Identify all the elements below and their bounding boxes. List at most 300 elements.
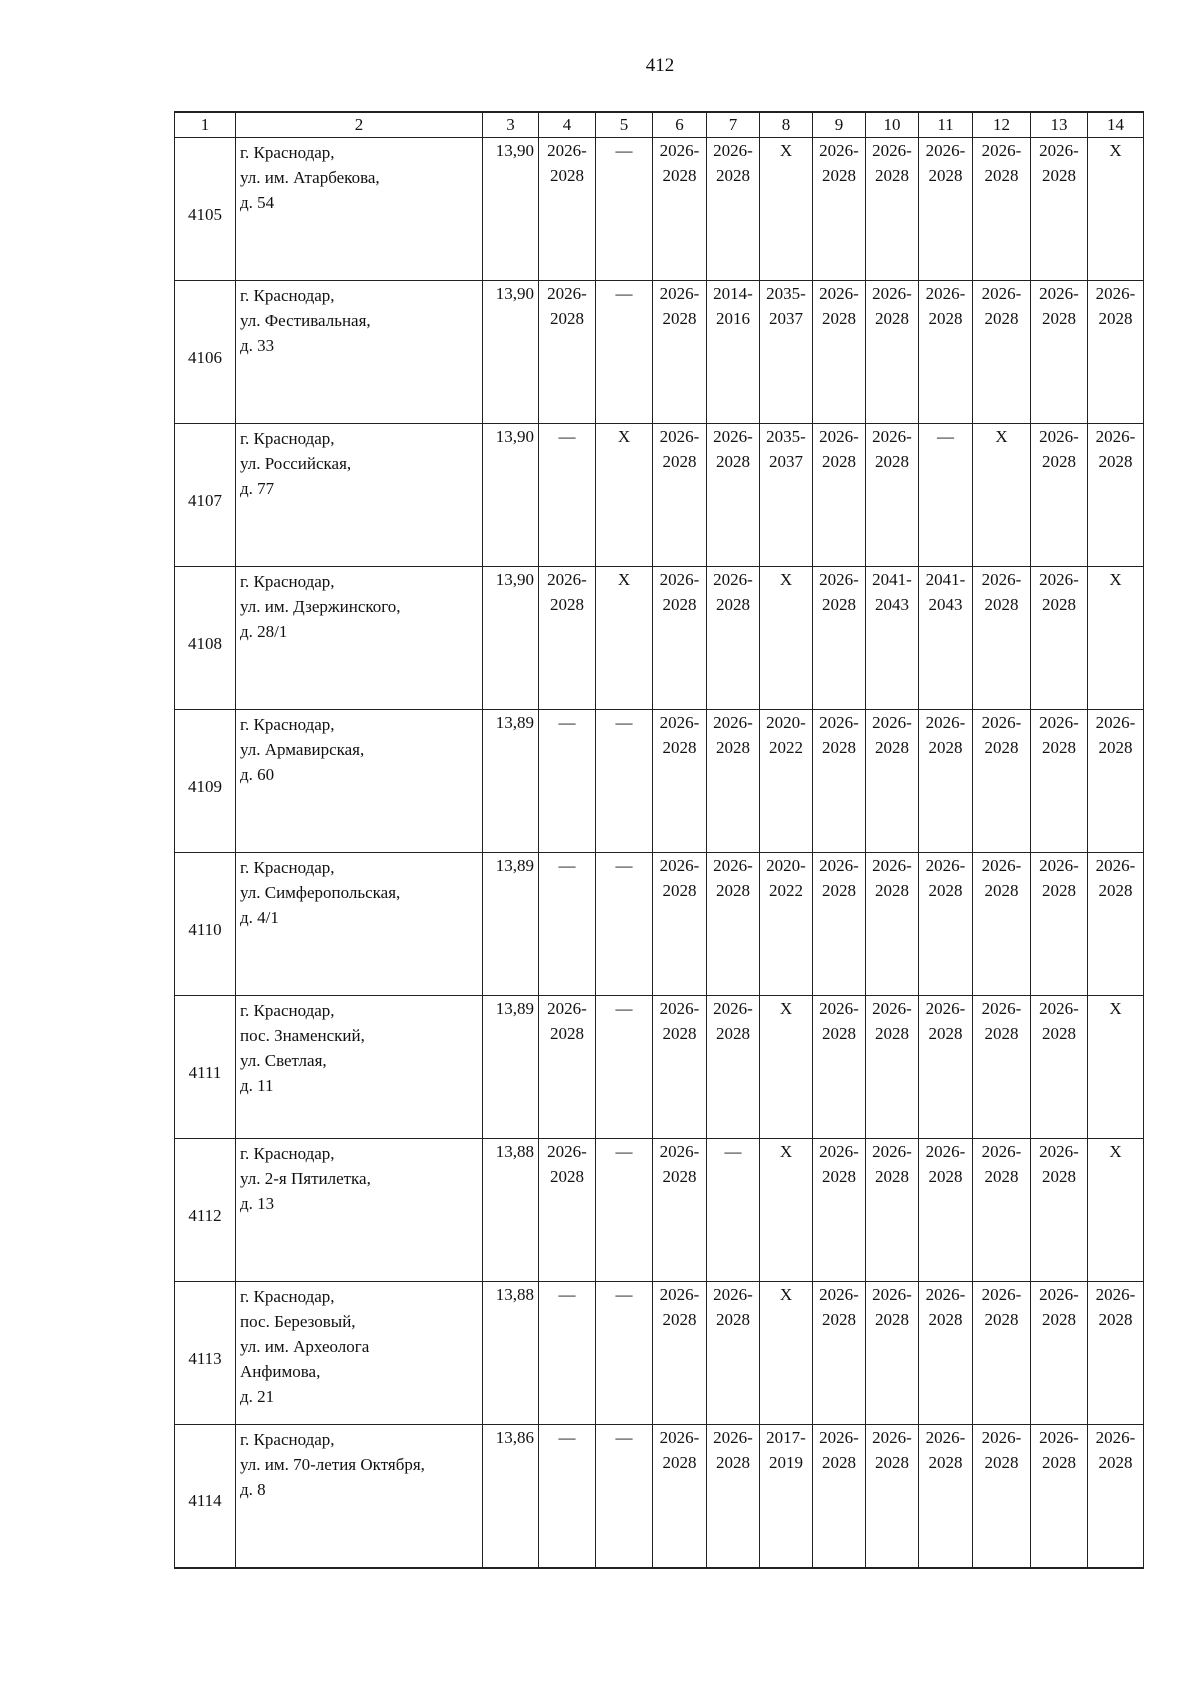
period-text: 2028 (875, 738, 909, 757)
period-text: 2026- (1039, 1142, 1079, 1161)
period-text: 2028 (1042, 881, 1076, 900)
period-cell (919, 424, 973, 567)
period-text: 2043 (875, 595, 909, 614)
period-text: 2028 (662, 1310, 697, 1329)
period-text: 2026- (872, 856, 912, 875)
period-text: 2026- (713, 427, 753, 446)
period-cell (866, 567, 919, 710)
period-text: 2028 (875, 1310, 909, 1329)
row-number: 4114 (175, 1425, 236, 1568)
period-text: X (1109, 1142, 1122, 1161)
address-cell (236, 281, 483, 424)
period-text: 2026- (713, 999, 753, 1018)
period-text: 2028 (928, 1310, 963, 1329)
period-text: 2026- (659, 1428, 700, 1447)
period-cell (539, 281, 596, 424)
period-text: X (617, 570, 631, 589)
period-cell (1031, 1282, 1088, 1425)
period-text: — (937, 427, 954, 446)
period-text: — (558, 427, 576, 446)
column-header: 5 (596, 112, 653, 138)
table-row (175, 138, 1144, 281)
rate-cell: 13,88 (483, 1139, 539, 1282)
period-text: 2026- (925, 713, 966, 732)
rate-cell: 13,90 (483, 567, 539, 710)
period-text: 2026- (819, 141, 859, 160)
period-cell (653, 567, 707, 710)
address-line: пос. Знаменский, (240, 1026, 365, 1045)
table-row (175, 853, 1144, 996)
period-text: 2026- (547, 284, 587, 303)
table-row (175, 710, 1144, 853)
period-text: 2028 (1098, 452, 1133, 471)
period-text: 2026- (819, 713, 859, 732)
period-text: 2026- (659, 1142, 700, 1161)
period-cell (1031, 1425, 1088, 1568)
period-text: 2028 (875, 166, 909, 185)
period-text: 2020- (766, 713, 806, 732)
address-cell (236, 1282, 483, 1425)
period-cell (1031, 853, 1088, 996)
period-text: 2022 (769, 738, 803, 757)
period-cell (653, 281, 707, 424)
period-cell (539, 996, 596, 1139)
period-text: 2028 (550, 1024, 584, 1043)
column-header: 3 (483, 112, 539, 138)
table-row (175, 1282, 1144, 1425)
period-cell (707, 1425, 760, 1568)
period-cell (707, 1139, 760, 1282)
period-cell (919, 710, 973, 853)
address-line: д. 54 (240, 193, 275, 212)
period-cell (866, 138, 919, 281)
column-header: 11 (919, 112, 973, 138)
period-text: 2028 (822, 1310, 856, 1329)
period-text: — (558, 1428, 576, 1447)
address-cell (236, 710, 483, 853)
row-number: 4110 (175, 853, 236, 996)
period-cell (1031, 138, 1088, 281)
rate-cell: 13,88 (483, 1282, 539, 1425)
period-text: X (1109, 570, 1122, 589)
period-text: 2028 (550, 166, 584, 185)
period-text: 2028 (822, 595, 856, 614)
rate-cell: 13,90 (483, 281, 539, 424)
address-line: ул. 2-я Пятилетка, (240, 1169, 371, 1188)
period-text: 2028 (1042, 1453, 1076, 1472)
period-text: 2026- (819, 427, 859, 446)
column-header: 2 (236, 112, 483, 138)
period-cell (760, 1282, 813, 1425)
period-text: 2028 (928, 1453, 963, 1472)
period-text: 2026- (925, 1285, 966, 1304)
column-header: 4 (539, 112, 596, 138)
period-cell (813, 1425, 866, 1568)
period-text: 2037 (769, 452, 803, 471)
address-cell (236, 1139, 483, 1282)
period-text: 2028 (875, 1167, 909, 1186)
period-text: 2028 (662, 595, 697, 614)
period-text: 2026- (981, 856, 1022, 875)
period-cell (596, 567, 653, 710)
period-text: 2026- (1095, 713, 1136, 732)
period-text: 2028 (662, 881, 697, 900)
period-text: 2028 (928, 166, 963, 185)
period-cell (760, 138, 813, 281)
period-text: 2028 (716, 1310, 750, 1329)
period-text: 2028 (984, 1024, 1019, 1043)
column-header: 7 (707, 112, 760, 138)
period-text: 2028 (822, 1167, 856, 1186)
period-cell (653, 1139, 707, 1282)
period-cell (866, 281, 919, 424)
period-text: 2026- (981, 570, 1022, 589)
period-text: 2028 (928, 309, 963, 328)
period-text: 2026- (1039, 141, 1079, 160)
period-cell (653, 710, 707, 853)
address-cell (236, 853, 483, 996)
period-cell (760, 424, 813, 567)
period-text: 2037 (769, 309, 803, 328)
period-text: 2026- (981, 999, 1022, 1018)
period-cell (973, 996, 1031, 1139)
period-text: 2028 (1042, 738, 1076, 757)
period-text: 2026- (713, 570, 753, 589)
period-text: X (1109, 141, 1122, 160)
rate-cell: 13,90 (483, 138, 539, 281)
address-cell (236, 138, 483, 281)
period-text: 2028 (875, 1453, 909, 1472)
column-header: 9 (813, 112, 866, 138)
period-cell (707, 710, 760, 853)
period-text: 2028 (1098, 309, 1133, 328)
row-number: 4105 (175, 138, 236, 281)
address-line: д. 21 (240, 1387, 275, 1406)
period-text: 2026- (659, 999, 700, 1018)
period-cell (919, 1282, 973, 1425)
period-text: 2022 (769, 881, 803, 900)
period-cell (1031, 1139, 1088, 1282)
period-text: 2026- (659, 141, 700, 160)
column-header: 10 (866, 112, 919, 138)
period-cell (866, 1282, 919, 1425)
address-line: ул. Армавирская, (240, 740, 365, 759)
address-line: ул. Российская, (240, 454, 352, 473)
period-cell (1031, 710, 1088, 853)
period-text: 2026- (713, 713, 753, 732)
period-text: 2026- (659, 284, 700, 303)
address-line: пос. Березовый, (240, 1312, 356, 1331)
address-line: ул. им. 70-летия Октября, (240, 1455, 425, 1474)
period-text: 2026- (819, 1428, 859, 1447)
table-body (175, 138, 1144, 1568)
period-text: X (779, 141, 793, 160)
period-cell (919, 1425, 973, 1568)
period-text: 2028 (822, 1453, 856, 1472)
period-text: 2028 (928, 1024, 963, 1043)
period-cell (596, 1282, 653, 1425)
period-cell (760, 1139, 813, 1282)
row-number: 4111 (175, 996, 236, 1139)
row-number: 4109 (175, 710, 236, 853)
address-cell (236, 996, 483, 1139)
period-text: 2026- (872, 141, 912, 160)
period-cell (1088, 710, 1144, 853)
period-text: 2028 (984, 1453, 1019, 1472)
period-cell (653, 996, 707, 1139)
period-text: — (558, 856, 576, 875)
period-text: 2014- (713, 284, 753, 303)
period-text: 2017- (766, 1428, 806, 1447)
period-cell (866, 1425, 919, 1568)
period-cell (707, 853, 760, 996)
period-cell (973, 1282, 1031, 1425)
period-text: — (615, 141, 633, 160)
period-cell (973, 567, 1031, 710)
period-text: 2026- (981, 284, 1022, 303)
address-line: г. Краснодар, (240, 858, 335, 877)
period-text: 2028 (1042, 452, 1076, 471)
period-text: 2026- (713, 1285, 753, 1304)
page-number: 412 (645, 55, 675, 76)
column-header: 1 (175, 112, 236, 138)
period-text: 2026- (1095, 427, 1136, 446)
period-text: — (615, 1285, 633, 1304)
period-text: 2026- (1095, 1428, 1136, 1447)
period-text: 2028 (662, 1167, 697, 1186)
period-cell (539, 1425, 596, 1568)
period-cell (1088, 853, 1144, 996)
address-line: ул. им. Археолога (240, 1337, 370, 1356)
period-cell (596, 424, 653, 567)
period-text: 2026- (872, 1285, 912, 1304)
period-text: X (779, 1285, 793, 1304)
address-line: ул. Фестивальная, (240, 311, 371, 330)
column-header: 8 (760, 112, 813, 138)
period-text: 2026- (547, 141, 587, 160)
period-text: 2028 (984, 738, 1019, 757)
address-line: г. Краснодар, (240, 1287, 335, 1306)
period-cell (596, 1139, 653, 1282)
period-text: 2043 (928, 595, 963, 614)
period-cell (539, 1139, 596, 1282)
period-text: 2026- (1095, 856, 1136, 875)
period-text: 2026- (659, 1285, 700, 1304)
period-cell (866, 996, 919, 1139)
address-line: Анфимова, (240, 1362, 321, 1381)
period-text: 2026- (872, 427, 912, 446)
period-text: 2028 (984, 595, 1019, 614)
period-text: 2026- (819, 856, 859, 875)
period-cell (707, 424, 760, 567)
address-line: г. Краснодар, (240, 572, 335, 591)
period-text: 2028 (822, 738, 856, 757)
row-number: 4106 (175, 281, 236, 424)
period-text: — (558, 713, 576, 732)
period-cell (596, 281, 653, 424)
period-text: X (617, 427, 631, 446)
period-text: 2026- (1039, 713, 1079, 732)
period-text: 2026- (547, 999, 587, 1018)
period-text: 2028 (984, 881, 1019, 900)
period-cell (707, 138, 760, 281)
period-cell (813, 138, 866, 281)
period-cell (919, 1139, 973, 1282)
period-cell (760, 1425, 813, 1568)
period-text: 2028 (662, 166, 697, 185)
period-text: 2028 (716, 1024, 750, 1043)
table-row (175, 424, 1144, 567)
period-cell (653, 1425, 707, 1568)
period-cell (973, 1425, 1031, 1568)
address-line: г. Краснодар, (240, 286, 335, 305)
address-cell (236, 567, 483, 710)
period-text: 2026- (981, 1428, 1022, 1447)
period-cell (1088, 1139, 1144, 1282)
period-text: 2028 (984, 166, 1019, 185)
address-line: д. 77 (240, 479, 275, 498)
period-cell (973, 281, 1031, 424)
period-cell (813, 1282, 866, 1425)
period-cell (539, 424, 596, 567)
row-number: 4107 (175, 424, 236, 567)
period-text: 2026- (925, 1428, 966, 1447)
address-line: г. Краснодар, (240, 143, 335, 162)
registry-table (174, 111, 1144, 1569)
period-text: 2028 (662, 738, 697, 757)
period-cell (1088, 567, 1144, 710)
period-text: 2028 (716, 452, 750, 471)
period-text: 2028 (662, 1453, 697, 1472)
period-text: 2026- (659, 856, 700, 875)
period-cell (866, 853, 919, 996)
period-text: — (724, 1142, 742, 1161)
period-text: 2026- (819, 999, 859, 1018)
address-line: д. 28/1 (240, 622, 288, 641)
period-cell (760, 996, 813, 1139)
period-text: 2028 (875, 881, 909, 900)
period-text: 2041- (872, 570, 912, 589)
address-line: д. 4/1 (240, 908, 279, 927)
period-text: 2026- (1039, 570, 1079, 589)
period-cell (919, 281, 973, 424)
row-number: 4112 (175, 1139, 236, 1282)
period-cell (653, 424, 707, 567)
period-text: X (779, 570, 793, 589)
column-header: 6 (653, 112, 707, 138)
period-text: 2028 (716, 595, 750, 614)
period-cell (539, 138, 596, 281)
period-text: 2028 (928, 1167, 963, 1186)
period-text: 2026- (713, 1428, 753, 1447)
address-cell (236, 424, 483, 567)
period-cell (653, 1282, 707, 1425)
period-text: 2026- (1039, 1428, 1079, 1447)
period-cell (919, 138, 973, 281)
period-text: 2028 (1042, 309, 1076, 328)
period-cell (760, 710, 813, 853)
period-cell (539, 853, 596, 996)
period-text: 2026- (713, 856, 753, 875)
period-cell (973, 424, 1031, 567)
period-text: — (615, 856, 633, 875)
period-cell (653, 853, 707, 996)
period-text: 2026- (1095, 284, 1136, 303)
period-text: 2026- (1039, 856, 1079, 875)
period-text: 2026- (819, 1285, 859, 1304)
address-line: г. Краснодар, (240, 1430, 335, 1449)
period-text: 2026- (547, 1142, 587, 1161)
period-cell (919, 567, 973, 710)
period-cell (866, 1139, 919, 1282)
rate-cell: 13,86 (483, 1425, 539, 1568)
period-text: 2028 (875, 1024, 909, 1043)
period-cell (596, 1425, 653, 1568)
period-text: X (1109, 999, 1122, 1018)
column-header: 13 (1031, 112, 1088, 138)
period-text: 2028 (662, 452, 697, 471)
period-cell (813, 853, 866, 996)
period-cell (813, 996, 866, 1139)
period-text: 2028 (984, 1310, 1019, 1329)
address-line: д. 60 (240, 765, 275, 784)
address-line: г. Краснодар, (240, 1144, 335, 1163)
period-text: 2026- (981, 141, 1022, 160)
period-text: 2026- (819, 570, 859, 589)
period-text: — (615, 284, 633, 303)
period-text: 2026- (872, 999, 912, 1018)
period-cell (707, 1282, 760, 1425)
address-line: ул. им. Атарбекова, (240, 168, 380, 187)
period-text: 2026- (925, 999, 966, 1018)
period-text: 2026- (659, 570, 700, 589)
period-cell (813, 710, 866, 853)
period-text: 2026- (659, 713, 700, 732)
period-cell (813, 281, 866, 424)
period-text: 2028 (822, 166, 856, 185)
period-text: 2028 (1042, 1310, 1076, 1329)
period-text: 2026- (1039, 1285, 1079, 1304)
period-cell (707, 567, 760, 710)
period-cell (760, 281, 813, 424)
period-text: 2028 (822, 309, 856, 328)
period-text: 2026- (872, 1428, 912, 1447)
period-text: 2026- (872, 1142, 912, 1161)
period-text: 2028 (662, 1024, 697, 1043)
period-cell (973, 853, 1031, 996)
address-line: д. 13 (240, 1194, 275, 1213)
period-text: X (779, 1142, 793, 1161)
period-text: 2028 (716, 1453, 750, 1472)
table-row (175, 1139, 1144, 1282)
address-line: г. Краснодар, (240, 715, 335, 734)
period-text: 2026- (981, 1285, 1022, 1304)
period-text: 2035- (766, 427, 806, 446)
column-header: 14 (1088, 112, 1144, 138)
period-text: 2028 (716, 738, 750, 757)
period-text: 2026- (872, 713, 912, 732)
header-row (175, 112, 1144, 138)
period-text: 2028 (875, 309, 909, 328)
period-text: 2028 (984, 1167, 1019, 1186)
period-text: 2019 (769, 1453, 803, 1472)
period-text: 2026- (981, 713, 1022, 732)
period-text: 2026- (1039, 284, 1079, 303)
period-text: 2028 (928, 738, 963, 757)
period-cell (596, 996, 653, 1139)
period-text: — (615, 1428, 633, 1447)
period-cell (919, 996, 973, 1139)
